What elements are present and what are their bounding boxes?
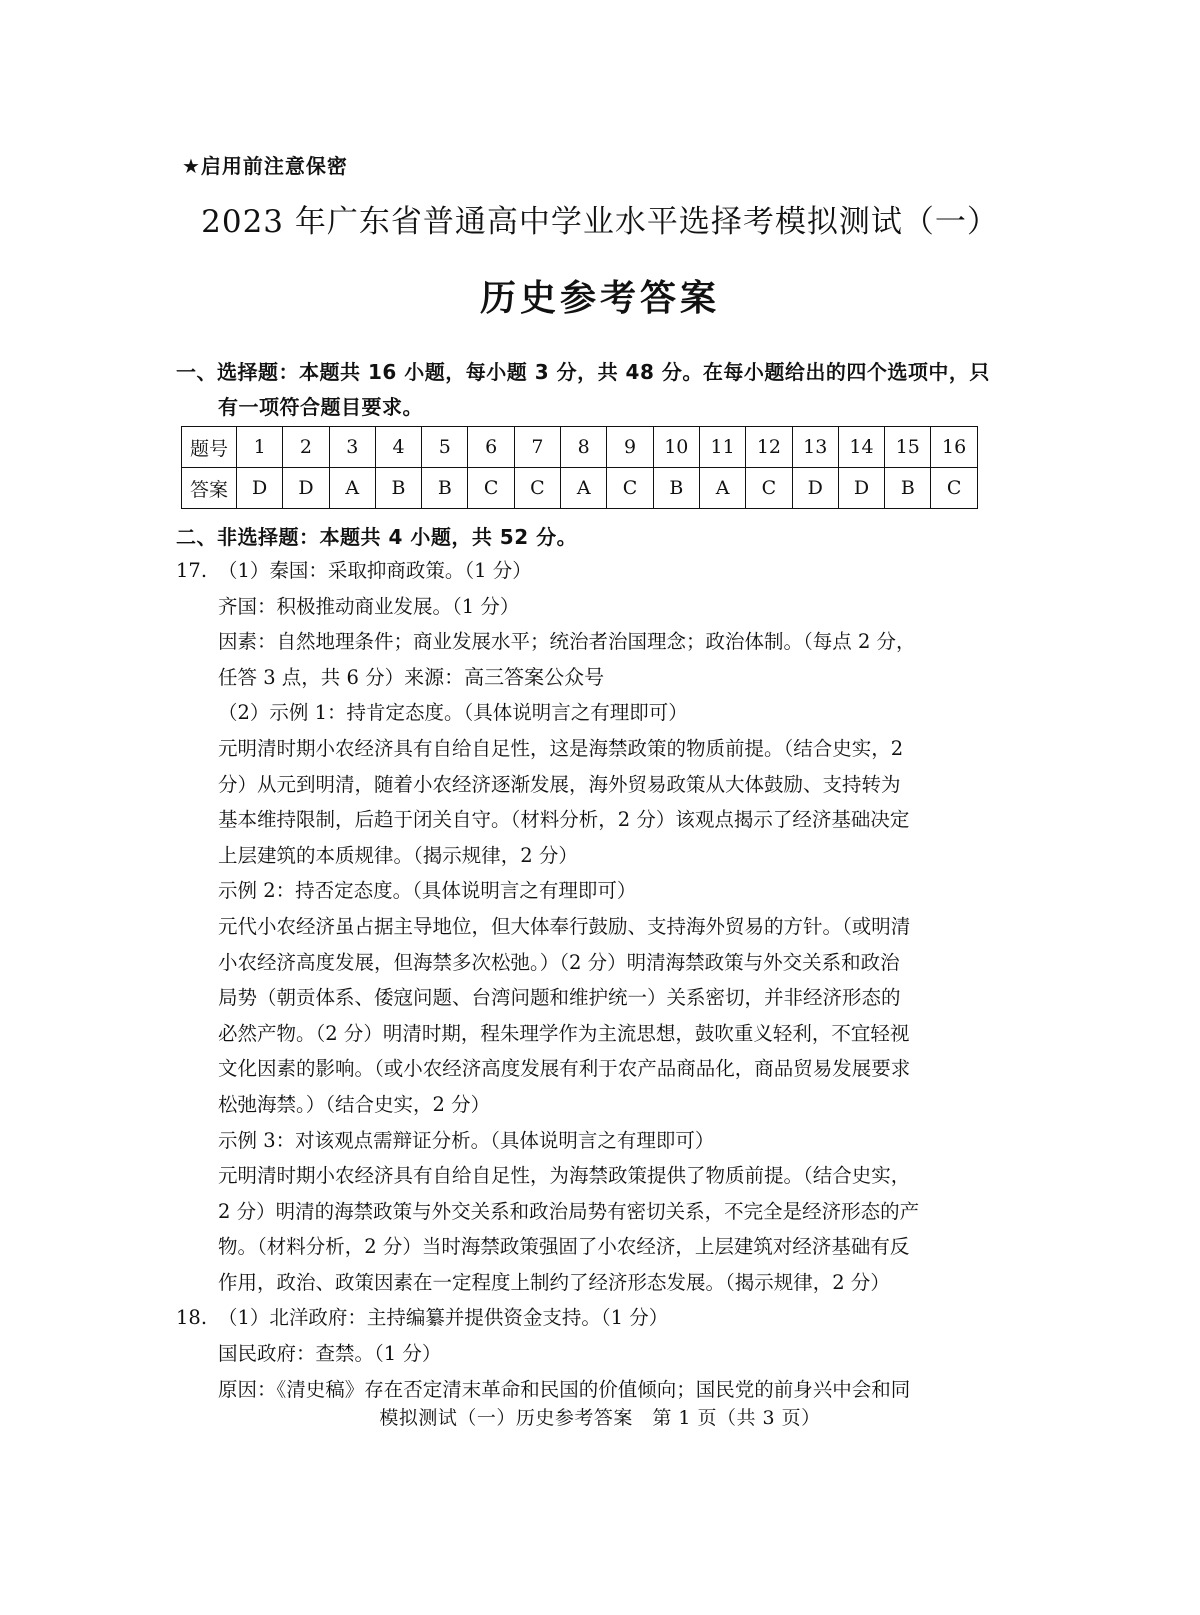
- table-cell: A: [561, 468, 607, 509]
- q17-example3-text: 元明清时期小农经济具有自给自足性，为海禁政策提供了物质前提。（结合史实，: [218, 1164, 911, 1188]
- q18-line: [176, 1300, 1006, 1336]
- table-cell: 10: [653, 427, 699, 468]
- q17-example3-text: 作用，政治、政策因素在一定程度上制约了经济形态发展。（揭示规律，2 分）: [218, 1270, 890, 1294]
- q17-factors-score: 任答 3 点，共 6 分）: [218, 665, 405, 689]
- q17-example1-text: 元明清时期小农经济具有自给自足性，这是海禁政策的物质前提。（结合史实，2: [218, 736, 904, 760]
- table-cell: C: [931, 468, 977, 509]
- confidential-notice: ★启用前注意保密: [182, 154, 348, 178]
- section1-heading-line1: 一、选择题：本题共 16 小题，每小题 3 分，共 48 分。在每小题给出的四个选项中，只: [176, 360, 990, 384]
- table-cell: 11: [699, 427, 745, 468]
- q17-example3-heading: 示例 3：对该观点需辩证分析。（具体说明言之有理即可）: [218, 1128, 715, 1152]
- q17-example2-text: 松弛海禁。）（结合史实，2 分）: [218, 1092, 491, 1116]
- table-cell: 13: [792, 427, 838, 468]
- q17-example2-text: 文化因素的影响。（或小农经济高度发展有利于农产品商品化，商品贸易发展要求: [218, 1057, 911, 1081]
- table-cell: B: [375, 468, 421, 509]
- source-watermark-text: 来源：高三答案公众号: [404, 664, 605, 689]
- table-cell: 16: [931, 427, 977, 468]
- table-cell: 4: [375, 427, 421, 468]
- exam-title: 2023 年广东省普通高中学业水平选择考模拟测试（一）: [201, 204, 999, 240]
- table-cell: 14: [838, 427, 884, 468]
- section1-heading-line2: 有一项符合题目要求。: [218, 395, 423, 419]
- q17-example3-text: 2 分）明清的海禁政策与外交关系和政治局势有密切关系，不完全是经济形态的产: [218, 1199, 920, 1223]
- q17-line: [176, 553, 1006, 589]
- table-cell: D: [237, 468, 283, 509]
- section2-heading: 二、非选择题：本题共 4 小题，共 52 分。: [176, 525, 578, 549]
- table-cell: 6: [468, 427, 514, 468]
- row-label-answer: 答案: [182, 468, 237, 509]
- table-cell: D: [838, 468, 884, 509]
- table-cell: C: [468, 468, 514, 509]
- table-cell: A: [699, 468, 745, 509]
- table-cell: 12: [746, 427, 792, 468]
- table-cell: C: [607, 468, 653, 509]
- q17-example1-text: 基本维持限制，后趋于闭关自守。（材料分析，2 分）该观点揭示了经济基础决定: [218, 808, 910, 832]
- table-cell: A: [329, 468, 375, 509]
- q17-example1-text: 上层建筑的本质规律。（揭示规律，2 分）: [218, 843, 578, 867]
- answer-row: [182, 468, 978, 509]
- table-cell: 9: [607, 427, 653, 468]
- q17-example1-text: 分）从元到明清，随着小农经济逐渐发展，海外贸易政策从大体鼓励、支持转为: [218, 772, 901, 796]
- q17-example2-text: 局势（朝贡体系、倭寇问题、台湾问题和维护统一）关系密切，并非经济形态的: [218, 986, 901, 1010]
- q17-example1-heading: （2）示例 1：持肯定态度。（具体说明言之有理即可）: [218, 701, 688, 725]
- table-cell: 7: [514, 427, 560, 468]
- table-cell: 8: [561, 427, 607, 468]
- q18-number: 18.: [176, 1306, 208, 1330]
- document-subtitle: 历史参考答案: [479, 278, 720, 319]
- table-cell: D: [792, 468, 838, 509]
- q17-example2-text: 必然产物。（2 分）明清时期，程朱理学作为主流思想，鼓吹重义轻利，不宜轻视: [218, 1021, 910, 1045]
- table-cell: 1: [237, 427, 283, 468]
- q18-reason-line1: 原因：《清史稿》存在否定清末革命和民国的价值倾向；国民党的前身兴中会和同: [218, 1377, 911, 1401]
- q17-factors-line1: 因素：自然地理条件；商业发展水平；统治者治国理念；政治体制。（每点 2 分，: [218, 630, 916, 654]
- answer-body: [176, 553, 1006, 1407]
- q17-example2-text: 元代小农经济虽占据主导地位，但大体奉行鼓励、支持海外贸易的方针。（或明清: [218, 914, 911, 938]
- table-cell: 5: [422, 427, 468, 468]
- table-cell: B: [885, 468, 931, 509]
- table-cell: C: [746, 468, 792, 509]
- table-cell: 15: [885, 427, 931, 468]
- answer-table: [181, 426, 978, 509]
- q17-factors-line2: [176, 660, 1006, 696]
- page-footer: 模拟测试（一）历史参考答案 第 1 页（共 3 页）: [379, 1407, 821, 1429]
- table-cell: 3: [329, 427, 375, 468]
- q17-part1-qi: 齐国：积极推动商业发展。（1 分）: [218, 594, 520, 618]
- row-label-number: 题号: [182, 427, 237, 468]
- q17-number: 17.: [176, 559, 208, 582]
- table-cell: B: [422, 468, 468, 509]
- question-number-row: [182, 427, 978, 468]
- q17-example2-heading: 示例 2：持否定态度。（具体说明言之有理即可）: [218, 879, 637, 903]
- q17-example2-text: 小农经济高度发展，但海禁多次松弛。）（2 分）明清海禁政策与外交关系和政治: [218, 950, 900, 974]
- q18-part1-beiyang: （1）北洋政府：主持编纂并提供资金支持。（1 分）: [218, 1306, 669, 1330]
- table-cell: D: [283, 468, 329, 509]
- table-cell: B: [653, 468, 699, 509]
- q18-part1-nationalist: 国民政府：查禁。（1 分）: [218, 1342, 442, 1366]
- table-cell: 2: [283, 427, 329, 468]
- q17-part1-qin: （1）秦国：采取抑商政策。（1 分）: [218, 559, 532, 582]
- q17-example3-text: 物。（材料分析，2 分）当时海禁政策强固了小农经济，上层建筑对经济基础有反: [218, 1235, 910, 1259]
- table-cell: C: [514, 468, 560, 509]
